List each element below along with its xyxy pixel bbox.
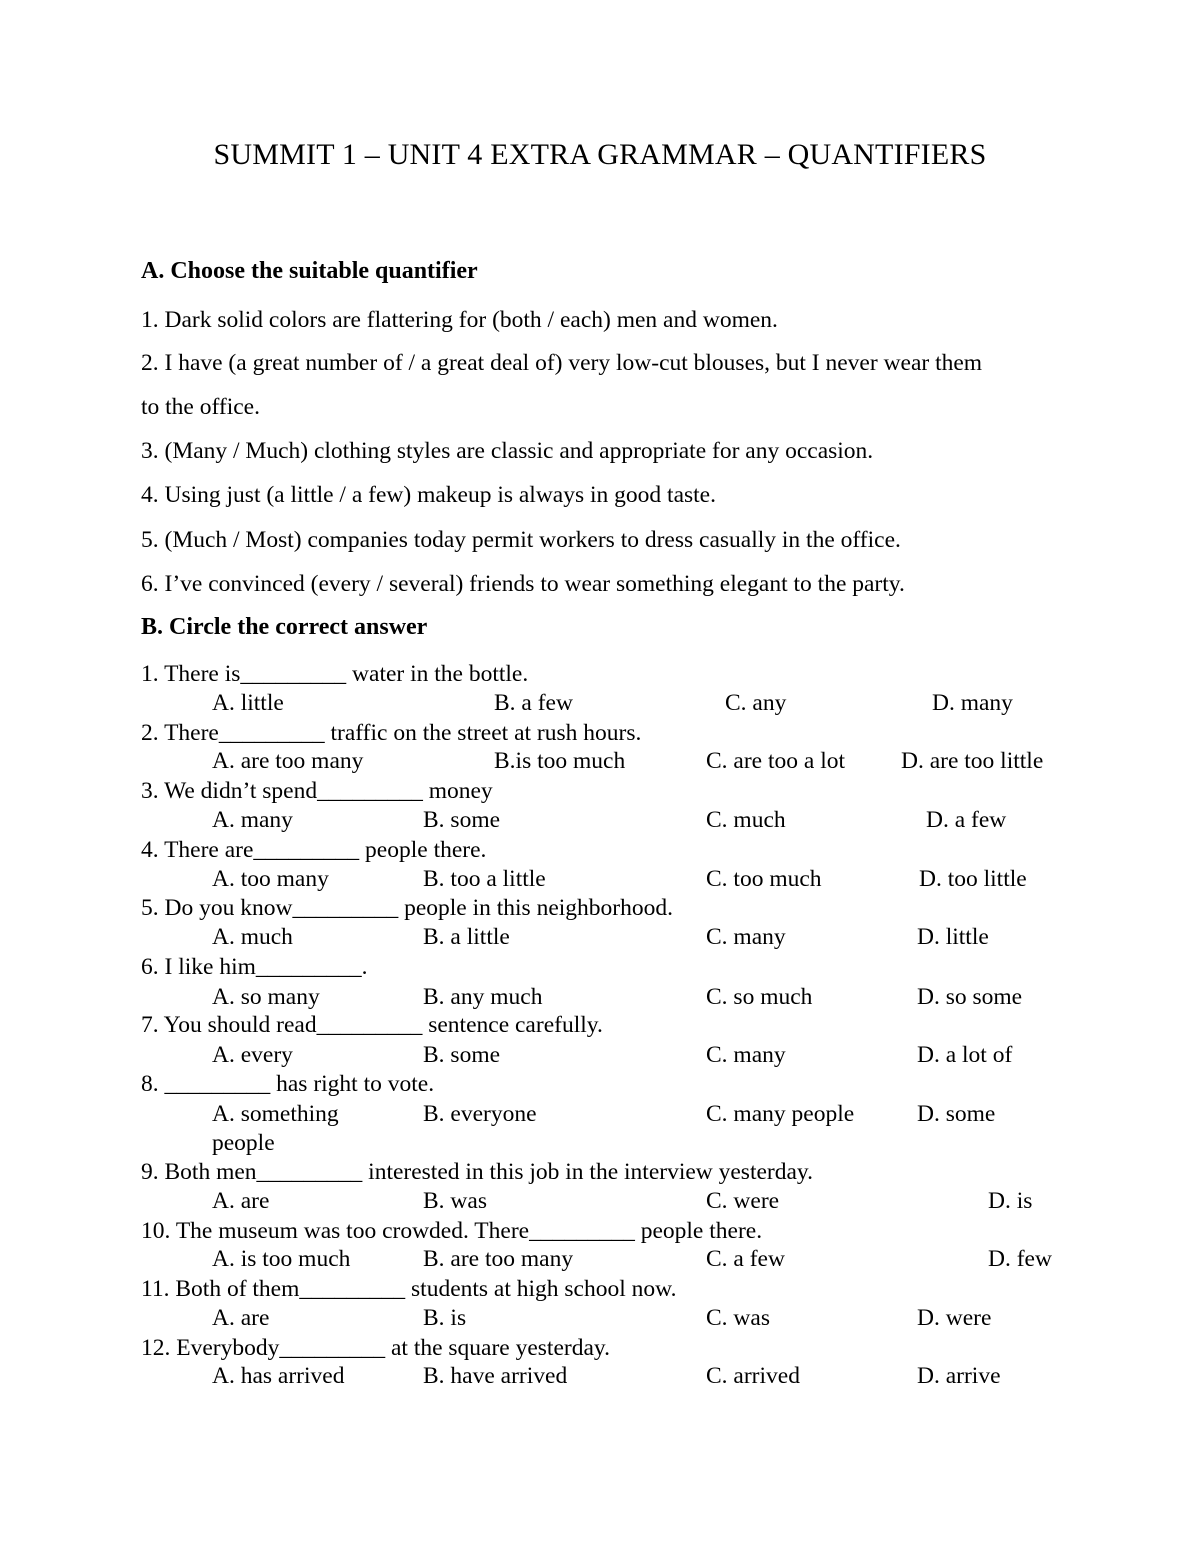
question-1: 1. There is_________ water in the bottle. (141, 661, 529, 687)
option-a[interactable]: A. little (212, 690, 284, 716)
option-b[interactable]: B. everyone (423, 1101, 537, 1127)
question-2: 2. There_________ traffic on the street at rush hours. (141, 720, 642, 746)
option-d[interactable]: D. some (917, 1101, 996, 1127)
option-a[interactable]: A. many (212, 807, 293, 833)
option-d[interactable]: D. a lot of (917, 1042, 1013, 1068)
section-b-heading: B. Circle the correct answer (141, 614, 428, 640)
option-c[interactable]: C. were (706, 1188, 780, 1214)
option-c[interactable]: C. are too a lot (706, 748, 846, 774)
section-a-item: 5. (Much / Most) companies today permit workers to dress casually in the office. (141, 527, 901, 553)
section-a-heading: A. Choose the suitable quantifier (141, 258, 478, 284)
option-b[interactable]: B. are too many (423, 1246, 574, 1272)
option-b[interactable]: B. have arrived (423, 1363, 568, 1389)
section-a-item: 6. I’ve convinced (every / several) friends to wear something elegant to the party. (141, 571, 905, 597)
option-a[interactable]: A. too many (212, 866, 329, 892)
option-c[interactable]: C. many (706, 1042, 786, 1068)
option-c[interactable]: C. so much (706, 984, 813, 1010)
option-a[interactable]: A. much (212, 924, 293, 950)
option-a[interactable]: A. are (212, 1188, 270, 1214)
option-b[interactable]: B. any much (423, 984, 543, 1010)
option-b[interactable]: B. is (423, 1305, 467, 1331)
option-c[interactable]: C. many (706, 924, 786, 950)
option-d[interactable]: D. a few (926, 807, 1007, 833)
option-d[interactable]: D. few (988, 1246, 1052, 1272)
option-d[interactable]: D. arrive (917, 1363, 1001, 1389)
question-3: 3. We didn’t spend_________ money (141, 778, 493, 804)
section-a-item: 2. I have (a great number of / a great deal of) very low-cut blouses, but I never wear them (141, 350, 983, 376)
option-c[interactable]: C. much (706, 807, 786, 833)
section-a-item: 3. (Many / Much) clothing styles are classic and appropriate for any occasion. (141, 438, 874, 464)
option-c[interactable]: C. arrived (706, 1363, 800, 1389)
option-c[interactable]: C. too much (706, 866, 822, 892)
option-a[interactable]: A. is too much (212, 1246, 351, 1272)
option-c[interactable]: C. a few (706, 1246, 785, 1272)
option-a[interactable]: A. are too many (212, 748, 364, 774)
option-c[interactable]: C. any (725, 690, 787, 716)
option-a[interactable]: A. every (212, 1042, 293, 1068)
option-d[interactable]: D. many (932, 690, 1013, 716)
option-b[interactable]: B. was (423, 1188, 487, 1214)
option-d[interactable]: D. little (917, 924, 989, 950)
option-a[interactable]: A. are (212, 1305, 270, 1331)
option-b[interactable]: B. too a little (423, 866, 546, 892)
question-4: 4. There are_________ people there. (141, 837, 487, 863)
option-b[interactable]: B. a little (423, 924, 510, 950)
option-a-continuation: people (212, 1130, 275, 1156)
question-9: 9. Both men_________ interested in this job in the interview yesterday. (141, 1159, 814, 1185)
question-7: 7. You should read_________ sentence carefully. (141, 1012, 603, 1038)
section-a-item: 1. Dark solid colors are flattering for (both / each) men and women. (141, 307, 778, 333)
page-title: SUMMIT 1 – UNIT 4 EXTRA GRAMMAR – QUANTIFIERS (213, 138, 987, 171)
option-b[interactable]: B. some (423, 1042, 501, 1068)
option-c[interactable]: C. many people (706, 1101, 855, 1127)
question-5: 5. Do you know_________ people in this neighborhood. (141, 895, 673, 921)
option-d[interactable]: D. were (917, 1305, 992, 1331)
section-a-item-continuation: to the office. (141, 394, 260, 420)
option-a[interactable]: A. so many (212, 984, 320, 1010)
option-d[interactable]: D. so some (917, 984, 1023, 1010)
option-d[interactable]: D. too little (919, 866, 1027, 892)
option-b[interactable]: B. some (423, 807, 501, 833)
question-8: 8. _________ has right to vote. (141, 1071, 435, 1097)
option-c[interactable]: C. was (706, 1305, 770, 1331)
option-b[interactable]: B.is too much (494, 748, 626, 774)
option-d[interactable]: D. is (988, 1188, 1033, 1214)
option-a[interactable]: A. has arrived (212, 1363, 345, 1389)
question-12: 12. Everybody_________ at the square yesterday. (141, 1335, 611, 1361)
option-d[interactable]: D. are too little (901, 748, 1044, 774)
option-a[interactable]: A. something (212, 1101, 339, 1127)
question-6: 6. I like him_________. (141, 954, 368, 980)
question-10: 10. The museum was too crowded. There_________ people there. (141, 1218, 763, 1244)
question-11: 11. Both of them_________ students at high school now. (141, 1276, 677, 1302)
option-b[interactable]: B. a few (494, 690, 573, 716)
section-a-item: 4. Using just (a little / a few) makeup is always in good taste. (141, 482, 716, 508)
